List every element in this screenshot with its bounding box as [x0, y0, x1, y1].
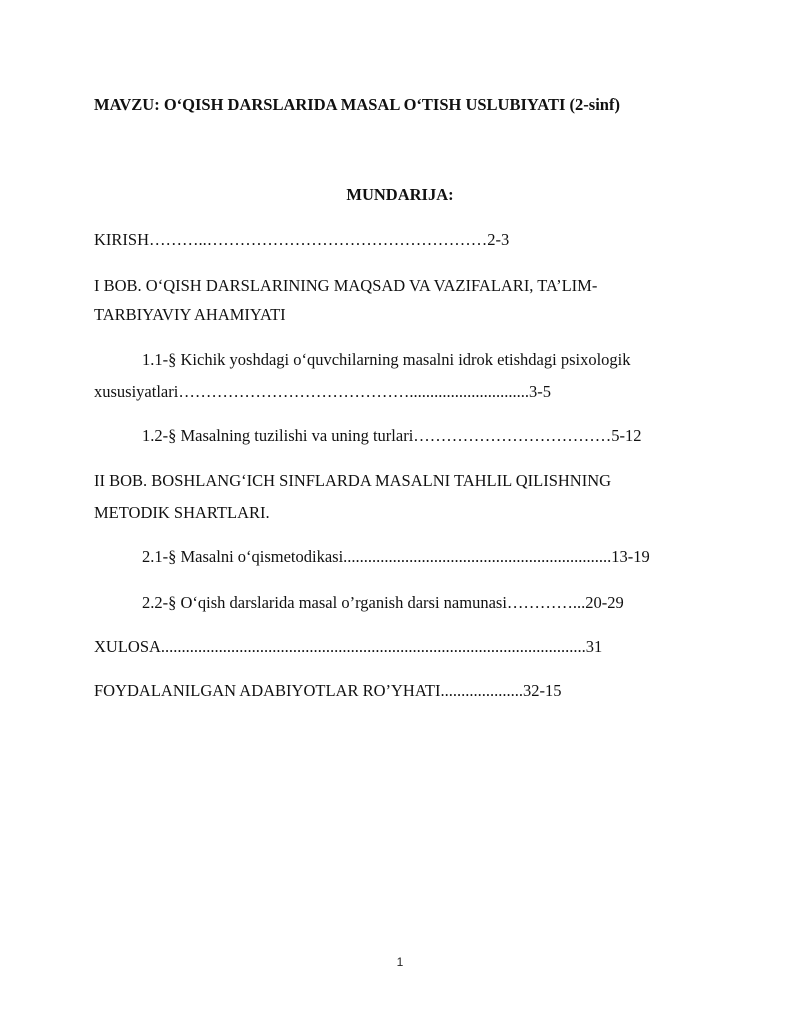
toc-entry-section-1-1-line-1: 1.1-§ Kichik yoshdagi o‘quvchilarning masalni idrok etishdagi psixologik — [142, 350, 631, 369]
toc-entry-section-1-2: 1.2-§ Masalning tuzilishi va uning turlari………………………………5-12 — [142, 426, 642, 445]
page-number: 1 — [396, 955, 404, 969]
toc-entry-section-1-1-line-2: xususiyatlari…………………………………….............................3-5 — [94, 382, 551, 401]
toc-entry-xulosa: XULOSA.......................................................................................................31 — [94, 637, 603, 656]
toc-heading: MUNDARIJA: — [346, 185, 454, 204]
toc-entry-chapter-1-line-1: I BOB. O‘QISH DARSLARINING MAQSAD VA VAZIFALARI, TA’LIM- — [94, 276, 598, 295]
toc-entry-section-2-2: 2.2-§ O‘qish darslarida masal o’rganish darsi namunasi…………...20-29 — [142, 593, 624, 612]
toc-entry-section-2-1: 2.1-§ Masalni o‘qismetodikasi.................................................................13-19 — [142, 547, 650, 566]
toc-entry-references: FOYDALANILGAN ADABIYOTLAR RO’YHATI....................32-15 — [94, 681, 562, 700]
toc-entry-kirish: KIRISH………..……………………………………………2-3 — [94, 230, 510, 249]
toc-entry-chapter-2-line-2: METODIK SHARTLARI. — [94, 503, 270, 522]
toc-entry-chapter-1-line-2: TARBIYAVIY AHAMIYATI — [94, 305, 286, 324]
toc-entry-chapter-2-line-1: II BOB. BOSHLANG‘ICH SINFLARDA MASALNI TAHLIL QILISHNING — [94, 471, 612, 490]
document-title: MAVZU: O‘QISH DARSLARIDA MASAL O‘TISH USLUBIYATI (2-sinf) — [94, 95, 620, 114]
